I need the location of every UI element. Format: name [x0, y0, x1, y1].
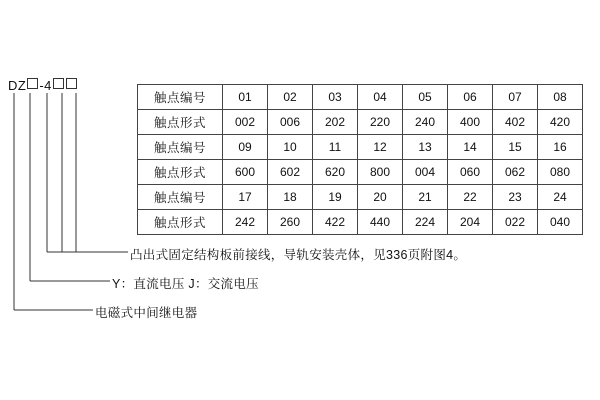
table-cell: 600	[223, 160, 268, 185]
model-code-box-1	[27, 78, 38, 89]
table-row	[138, 135, 583, 160]
table-row	[138, 185, 583, 210]
table-cell: 22	[448, 185, 493, 210]
table-cell: 03	[313, 85, 358, 110]
table-cell: 16	[538, 135, 583, 160]
table-cell: 18	[268, 185, 313, 210]
model-code-middle: -4	[39, 78, 52, 93]
table-cell: 400	[448, 110, 493, 135]
row-label: 触点形式	[138, 160, 223, 185]
row-label: 触点编号	[138, 135, 223, 160]
table-cell: 800	[358, 160, 403, 185]
table-cell: 23	[493, 185, 538, 210]
model-code	[8, 78, 78, 93]
table-cell: 10	[268, 135, 313, 160]
table-cell: 15	[493, 135, 538, 160]
table-cell: 620	[313, 160, 358, 185]
table-cell: 422	[313, 210, 358, 235]
table-cell: 022	[493, 210, 538, 235]
table-cell: 20	[358, 185, 403, 210]
contact-spec-table	[137, 84, 583, 235]
table-cell: 060	[448, 160, 493, 185]
table-cell: 24	[538, 185, 583, 210]
table-cell: 204	[448, 210, 493, 235]
table-cell: 02	[268, 85, 313, 110]
table-body	[138, 85, 583, 235]
table-row	[138, 160, 583, 185]
table-cell: 420	[538, 110, 583, 135]
table-row	[138, 85, 583, 110]
annotation-voltage-type: Y：直流电压 J：交流电压	[112, 277, 259, 291]
table-cell: 260	[268, 210, 313, 235]
table-cell: 08	[538, 85, 583, 110]
table-cell: 440	[358, 210, 403, 235]
table-cell: 002	[223, 110, 268, 135]
row-label: 触点形式	[138, 210, 223, 235]
table-cell: 006	[268, 110, 313, 135]
annotation-structure: 凸出式固定结构板前接线，导轨安装壳体，见336页附图4。	[130, 248, 467, 262]
table-cell: 04	[358, 85, 403, 110]
table-cell: 11	[313, 135, 358, 160]
row-label: 触点编号	[138, 185, 223, 210]
table-cell: 01	[223, 85, 268, 110]
table-cell: 19	[313, 185, 358, 210]
row-label: 触点编号	[138, 85, 223, 110]
table-cell: 07	[493, 85, 538, 110]
table-cell: 224	[403, 210, 448, 235]
table-cell: 202	[313, 110, 358, 135]
table-cell: 13	[403, 135, 448, 160]
table-cell: 21	[403, 185, 448, 210]
table-cell: 220	[358, 110, 403, 135]
model-code-box-2	[53, 78, 64, 89]
table-cell: 062	[493, 160, 538, 185]
table-cell: 12	[358, 135, 403, 160]
row-label: 触点形式	[138, 110, 223, 135]
table-row	[138, 210, 583, 235]
table-row	[138, 110, 583, 135]
table-cell: 05	[403, 85, 448, 110]
table-cell: 14	[448, 135, 493, 160]
table-cell: 242	[223, 210, 268, 235]
table-cell: 17	[223, 185, 268, 210]
table-cell: 004	[403, 160, 448, 185]
table-cell: 06	[448, 85, 493, 110]
model-code-prefix: DZ	[8, 78, 27, 93]
table-cell: 080	[538, 160, 583, 185]
table-cell: 602	[268, 160, 313, 185]
annotation-relay-type: 电磁式中间继电器	[95, 306, 198, 320]
table-cell: 040	[538, 210, 583, 235]
table-cell: 240	[403, 110, 448, 135]
table-cell: 402	[493, 110, 538, 135]
model-code-box-3	[66, 78, 77, 89]
table-cell: 09	[223, 135, 268, 160]
